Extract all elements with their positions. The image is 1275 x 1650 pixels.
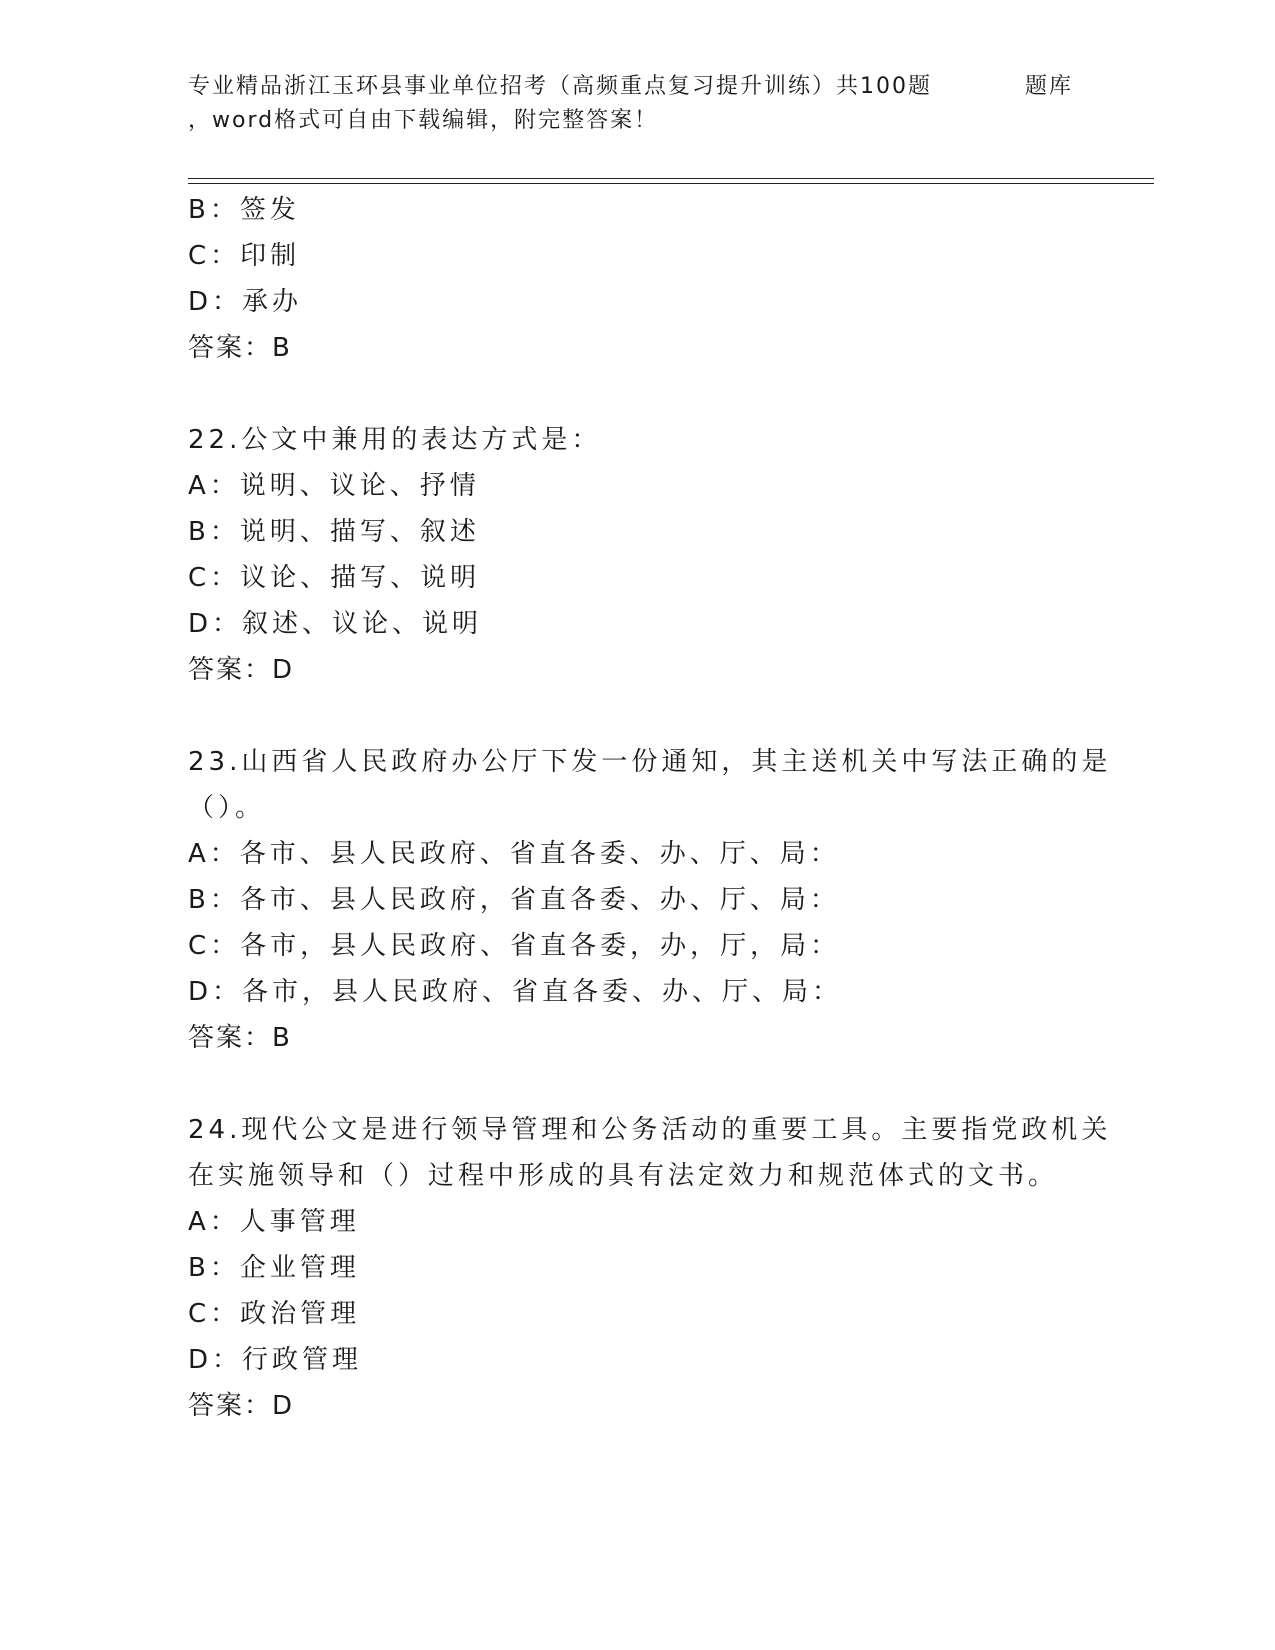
spacer (188, 371, 1088, 417)
option-d: D：叙述、议论、说明 (188, 609, 483, 639)
question-list (188, 187, 1112, 1429)
option-c: C：议论、描写、说明 (188, 563, 481, 593)
header-divider (188, 178, 1154, 184)
document-subtitle: ，word格式可自由下载编辑，附完整答案！ (188, 108, 659, 133)
option-b: B：说明、描写、叙述 (188, 517, 480, 547)
document-title: 专业精品浙江玉环县事业单位招考（高频重点复习提升训练）共100题 (188, 74, 932, 99)
option-d: D：各市，县人民政府、省直各委、办、厅、局： (188, 977, 843, 1007)
question-text-line-2: （）。 (188, 793, 266, 823)
option-d: D：承办 (188, 287, 303, 317)
question-text: 22.公文中兼用的表达方式是： (188, 425, 602, 455)
option-b: B：企业管理 (188, 1253, 360, 1283)
question-text-line-2: 在实施领导和（）过程中形成的具有法定效力和规范体式的文书。 (188, 1161, 1059, 1191)
question-text-line-1: 23.山西省人民政府办公厅下发一份通知，其主送机关中写法正确的是 (188, 747, 1112, 777)
question-23 (188, 739, 1112, 1061)
page-header (188, 70, 1148, 138)
option-a: A：人事管理 (188, 1207, 360, 1237)
spacer (188, 1061, 1088, 1107)
spacer (188, 693, 1088, 739)
question-22 (188, 417, 1088, 693)
option-b: B：各市、县人民政府，省直各委、办、厅、局： (188, 885, 840, 915)
answer: 答案：B (188, 1023, 292, 1053)
option-d: D：行政管理 (188, 1345, 363, 1375)
question-21-tail (188, 187, 1088, 371)
answer: 答案：D (188, 655, 295, 685)
option-a: A：说明、议论、抒情 (188, 471, 480, 501)
answer: 答案：D (188, 1391, 295, 1421)
option-b: B：签发 (188, 195, 300, 225)
question-text-line-1: 24.现代公文是进行领导管理和公务活动的重要工具。主要指党政机关 (188, 1115, 1112, 1145)
option-a: A：各市、县人民政府、省直各委、办、厅、局： (188, 839, 840, 869)
option-c: C：政治管理 (188, 1299, 361, 1329)
answer: 答案：B (188, 333, 292, 363)
option-c: C：各市，县人民政府、省直各委，办，厅，局： (188, 931, 841, 961)
header-tag: 题库 (1024, 74, 1073, 99)
question-24 (188, 1107, 1112, 1429)
option-c: C：印制 (188, 241, 301, 271)
header-line-1 (188, 70, 1148, 104)
